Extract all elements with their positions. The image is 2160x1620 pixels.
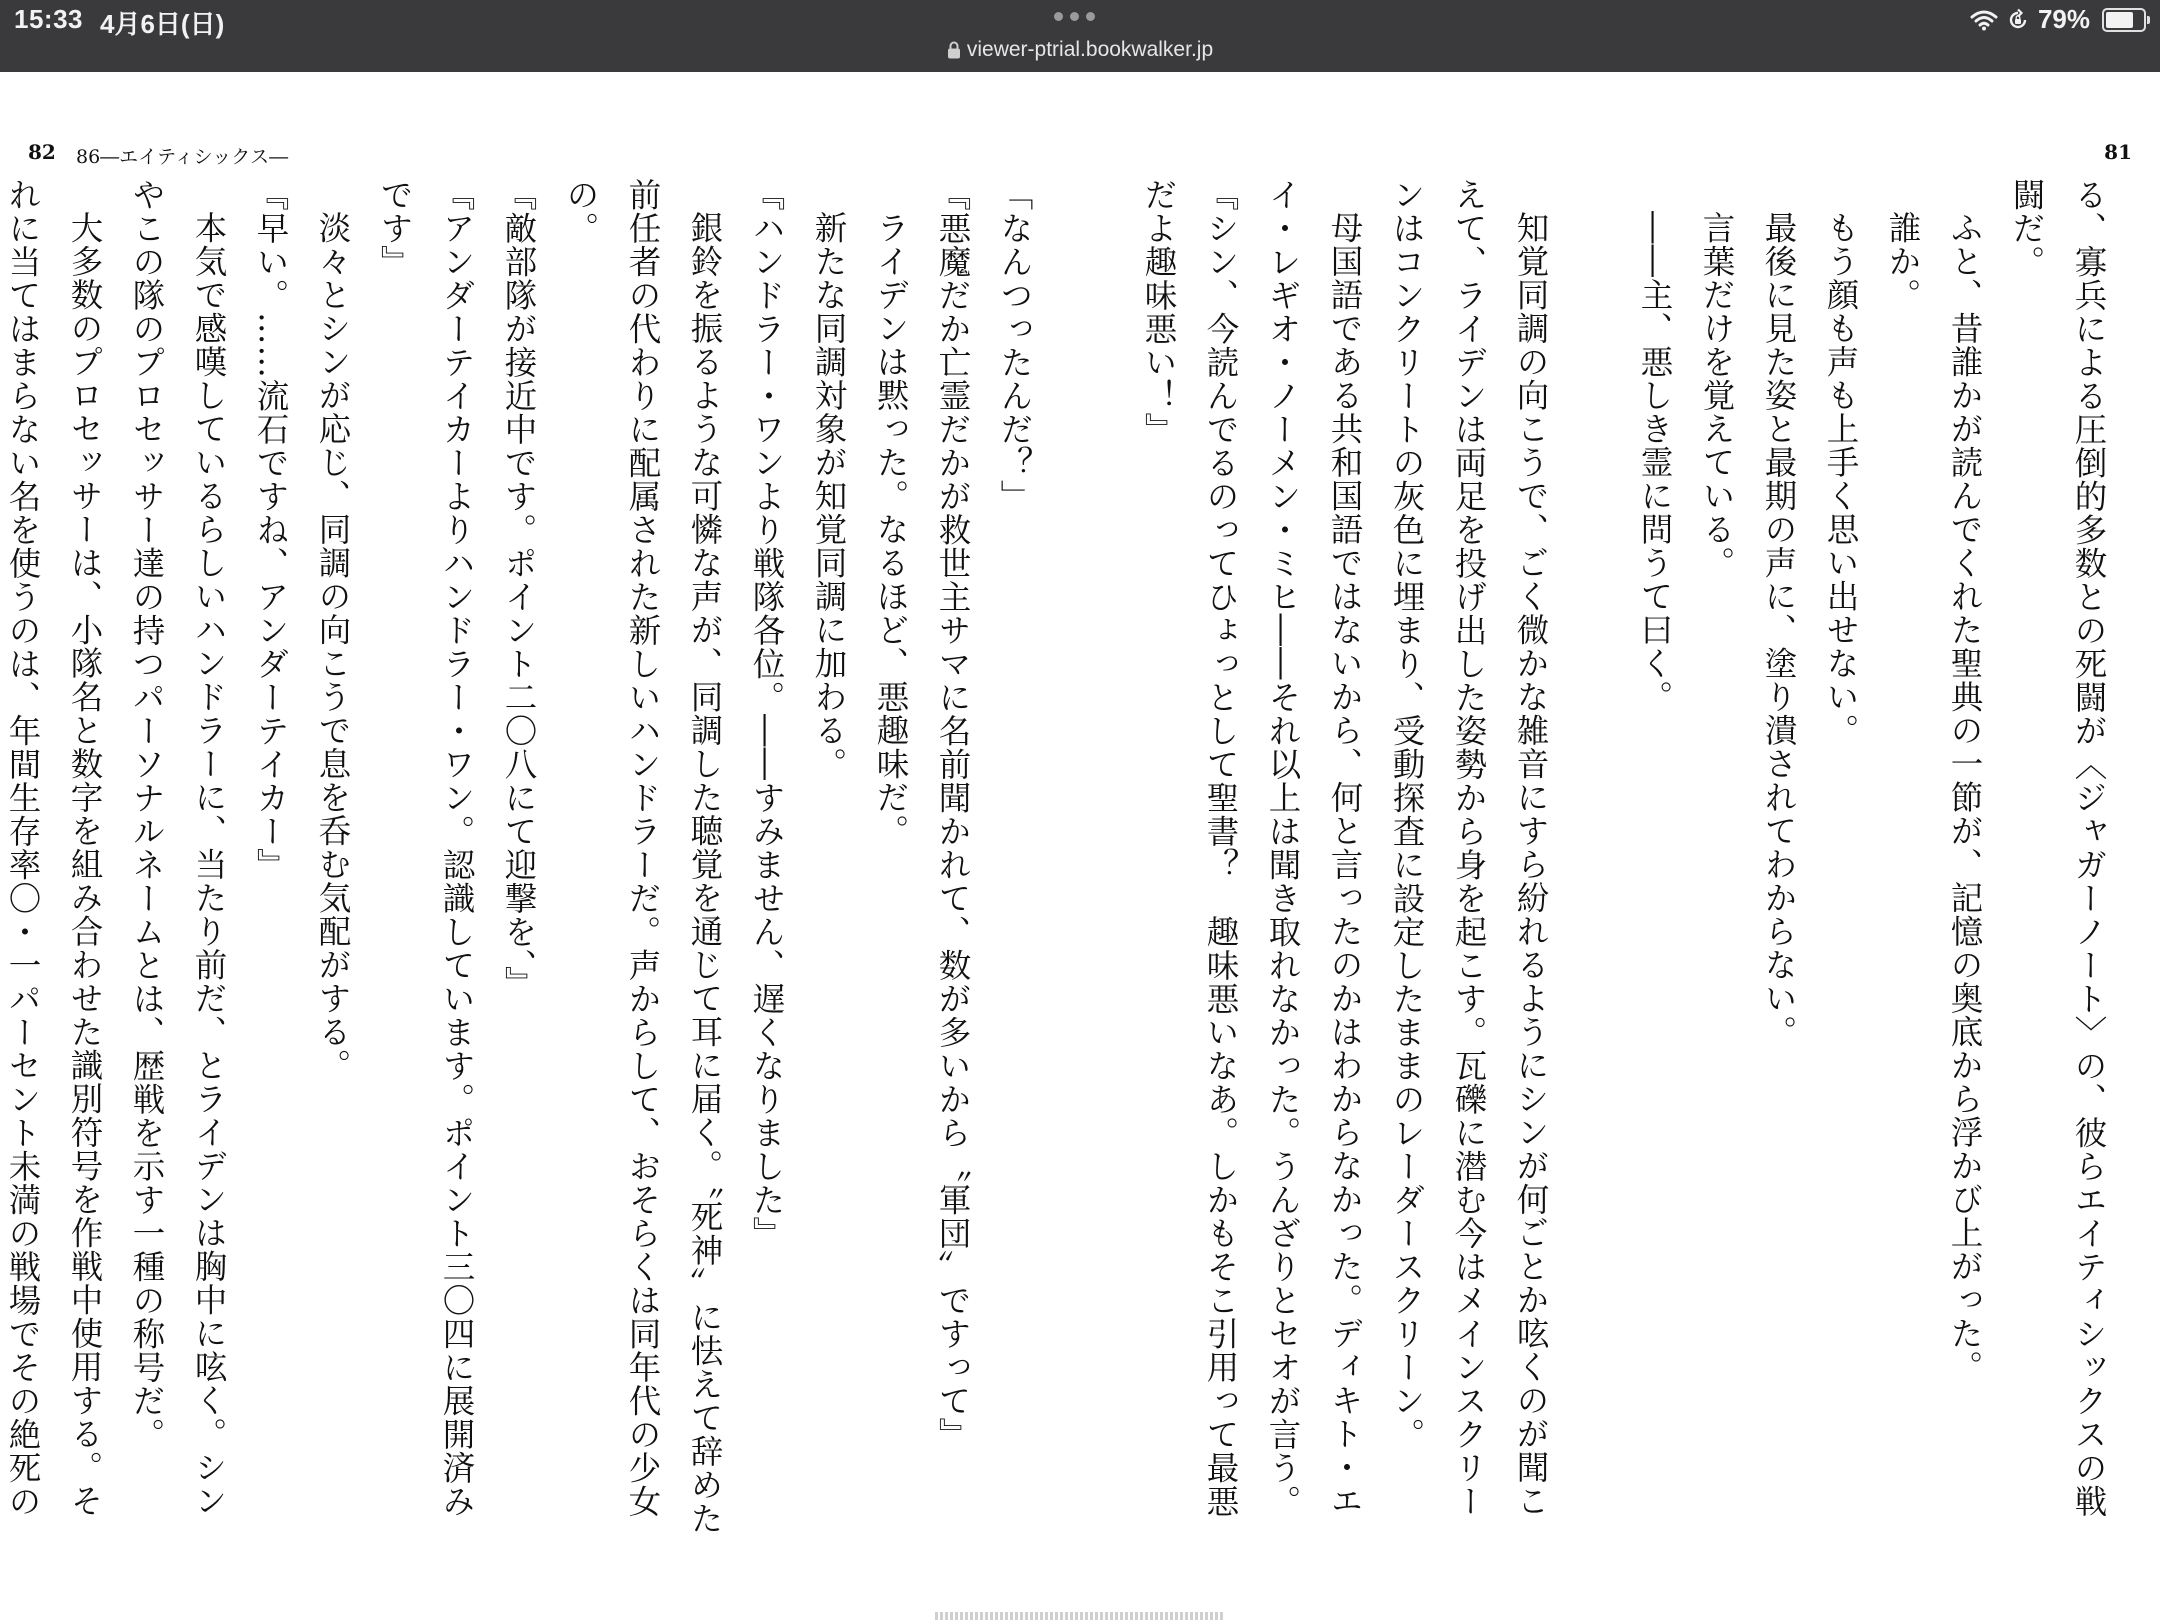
- paragraph: 大多数のプロセッサーは、小隊名と数字を組み合わせた識別符号を作戦中使用する。それに当てはまらない名を使うのは、年間生存率〇・一パーセント未満の戦場でその絶死の: [4, 178, 104, 1518]
- paragraph: 淡々とシンが応じ、同調の向こうで息を呑む気配がする。: [314, 210, 352, 1082]
- paragraph: 『悪魔だか亡霊だかが救世主サマに名前聞かれて、数が多いから〝軍団〟ですって』: [934, 178, 972, 1451]
- paragraph: 「なんつったんだ？」: [996, 178, 1034, 513]
- paragraph: 『敵部隊が接近中です。ポイント二〇八にて迎撃を、』: [500, 178, 538, 1000]
- page-scroll-indicator[interactable]: [935, 1612, 1225, 1620]
- lock-icon: [947, 41, 961, 59]
- running-title: 86―エイティシックス―: [76, 146, 289, 168]
- battery-icon: [2102, 8, 2146, 32]
- url-text: viewer-ptrial.bookwalker.jp: [966, 38, 1214, 61]
- left-page-text: [4, 178, 1046, 1540]
- status-time: 15:33: [14, 4, 83, 34]
- paragraph: 『早い。……流石ですね、アンダーテイカー』: [252, 178, 290, 882]
- paragraph: ふと、昔誰かが読んでくれた聖典の一節が、記憶の奥底から浮かび上がった。: [1946, 210, 1984, 1383]
- battery-level-fill: [2106, 12, 2133, 28]
- paragraph: 『シン、今読んでるのってひょっとして聖書？ 趣味悪いなあ。しかもそこ引用って最悪だよ趣味悪い！』: [1140, 178, 1240, 1518]
- paragraph: 新たな同調対象が知覚同調に加わる。: [810, 210, 848, 780]
- paragraph: 銀鈴を振るような可憐な声が、同調した聴覚を通じて耳に届く。〝死神〟に怯えて辞めた前任者の代わりに配属された新しいハンドラーだ。声からして、おそらくは同年代の少女の。: [562, 178, 724, 1535]
- paragraph: もう顔も声も上手く思い出せない。: [1822, 210, 1860, 747]
- paragraph: 『ハンドラー・ワンより戦隊各位。――すみません、遅くなりました』: [748, 178, 786, 1250]
- paragraph: 最後に見た姿と最期の声に、塗り潰されてわからない。: [1760, 210, 1798, 1048]
- status-date: 4月6日(日): [100, 9, 225, 39]
- wifi-icon: [1970, 9, 1998, 31]
- browser-status-bar: [0, 0, 2160, 72]
- multitask-dots-icon[interactable]: [1054, 12, 1095, 21]
- paragraph: ――主、悪しき霊に問うて曰く。: [1636, 210, 1674, 713]
- paragraph: 母国語である共和国語ではないから、何と言ったのかはわからなかった。ディキト・エイ・レギオ・ノーメン・ミヒ――それ以上は聞き取れなかった。うんざりとセオが言う。: [1264, 178, 1364, 1518]
- paragraph: 『アンダーテイカーよりハンドラー・ワン。認識しています。ポイント三〇四に展開済みです』: [376, 178, 476, 1518]
- battery-percent: 79%: [2037, 4, 2090, 34]
- status-right-cluster: [1970, 4, 2146, 35]
- paragraph: る、寡兵による圧倒的多数との死闘が〈ジャガーノート〉の、彼らエイティシックスの戦闘だ。: [2008, 178, 2108, 1518]
- right-page-text: [1060, 178, 2120, 1540]
- paragraph: 誰か。: [1884, 210, 1922, 311]
- paragraph: 本気で感嘆しているらしいハンドラーに、当たり前だ、とライデンは胸中に呟く。シンやこの隊のプロセッサー達の持つパーソナルネームとは、歴戦を示す一種の称号だ。: [128, 178, 228, 1517]
- orientation-lock-icon: [2006, 8, 2030, 32]
- address-bar[interactable]: [0, 38, 2160, 62]
- right-page-number: 81: [2104, 140, 2132, 164]
- blank-line: [1562, 178, 1624, 1540]
- paragraph: 知覚同調の向こうで、ごく微かな雑音にすら紛れるようにシンが何ごとか呟くのが聞こえて、ライデンは両足を投げ出した姿勢から身を起こす。瓦礫に潜む今はメインスクリーンはコンクリートの灰色に埋まり、受動探査に設定したままのレーダースクリーン。: [1388, 178, 1550, 1518]
- paragraph: 言葉だけを覚えている。: [1698, 210, 1736, 579]
- left-page-number: 82: [28, 140, 56, 164]
- paragraph: ライデンは黙った。なるほど、悪趣味だ。: [872, 210, 910, 847]
